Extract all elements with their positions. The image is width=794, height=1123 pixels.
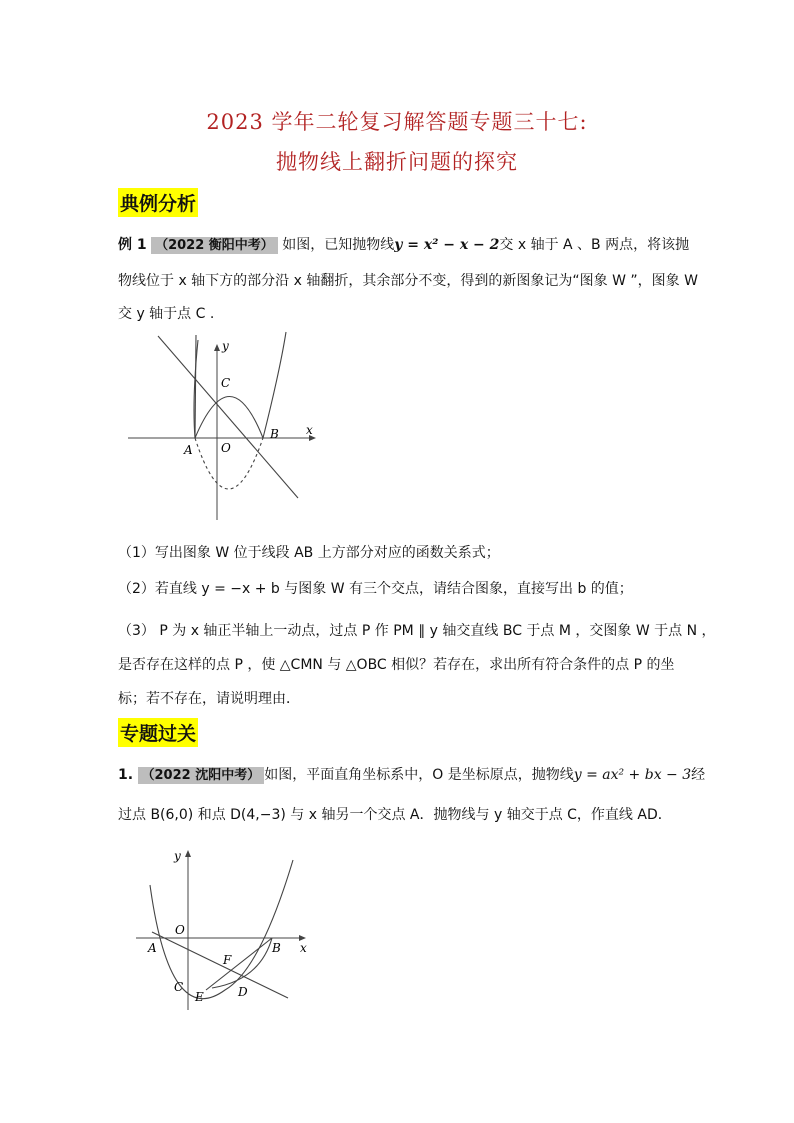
- figure-1: [118, 330, 328, 530]
- example-source-tag: （2022 衡阳中考）: [151, 237, 278, 254]
- fig2-label-d: D: [238, 985, 248, 999]
- example-line-1: [118, 234, 689, 254]
- fig2-label-b: B: [272, 941, 281, 955]
- fig2-label-c: C: [174, 980, 184, 994]
- question-2: （2）若直线 y = −x + b 与图象 W 有三个交点，请结合图象，直接写出 b 的值；: [118, 581, 633, 597]
- section-heading-practice: 专题过关: [118, 718, 198, 747]
- example-text-b: 交 x 轴于 A 、B 两点，将该抛: [499, 237, 690, 253]
- fig2-label-a: A: [148, 941, 157, 955]
- title-line-2: 抛物线上翻折问题的探究: [276, 150, 518, 174]
- fig2-label-e: E: [195, 990, 204, 1004]
- example-line-3: 交 y 轴于点 C .: [118, 306, 215, 322]
- fig2-label-f: F: [223, 953, 232, 967]
- problem-text-b: 经: [691, 767, 706, 783]
- fig1-label-o: O: [221, 441, 231, 455]
- question-3-line-1: （3） P 为 x 轴正半轴上一动点，过点 P 作 PM ∥ y 轴交直线 BC 于点 M ，交图象 W 于点 N ，: [118, 623, 716, 639]
- section-heading-example: 典例分析: [118, 188, 198, 217]
- title-line-1: 2023 学年二轮复习解答题专题三十七:: [206, 110, 588, 134]
- fig1-label-c: C: [221, 376, 231, 390]
- problem-text-a: 如图，平面直角坐标系中，O 是坐标原点，抛物线: [264, 767, 574, 783]
- problem-1-line-1: [118, 764, 705, 784]
- fig2-label-x: x: [300, 941, 307, 955]
- question-1: （1）写出图象 W 位于线段 AB 上方部分对应的函数关系式；: [118, 545, 500, 561]
- problem-source-tag: （2022 沈阳中考）: [138, 767, 265, 784]
- problem-number: 1.: [118, 767, 134, 783]
- example-label: 例 1: [118, 237, 147, 253]
- fig1-label-a: A: [184, 443, 193, 457]
- fig1-label-x: x: [306, 423, 313, 437]
- figure-2: [130, 840, 320, 1015]
- fig1-label-b: B: [270, 427, 279, 441]
- problem-equation: y = ax² + bx − 3: [573, 767, 692, 783]
- fig1-label-y: y: [222, 339, 229, 353]
- fig2-label-o: O: [175, 923, 185, 937]
- example-equation: y = x² − x − 2: [394, 237, 500, 253]
- question-3-line-3: 标；若不存在，请说明理由．: [118, 691, 300, 707]
- example-text-a: 如图，已知抛物线: [282, 237, 395, 253]
- example-line-2: 物线位于 x 轴下方的部分沿 x 轴翻折，其余部分不变，得到的新图象记为“图象 W ”，图象 W: [118, 273, 698, 289]
- problem-1-line-2: 过点 B(6,0) 和点 D(4,−3) 与 x 轴另一个交点 A．抛物线与 y 轴交于点 C，作直线 AD．: [118, 807, 672, 823]
- question-3-line-2: 是否存在这样的点 P ，使 △CMN 与 △OBC 相似？若存在，求出所有符合条件的点 P 的坐: [118, 657, 675, 673]
- fig2-label-y: y: [174, 849, 181, 863]
